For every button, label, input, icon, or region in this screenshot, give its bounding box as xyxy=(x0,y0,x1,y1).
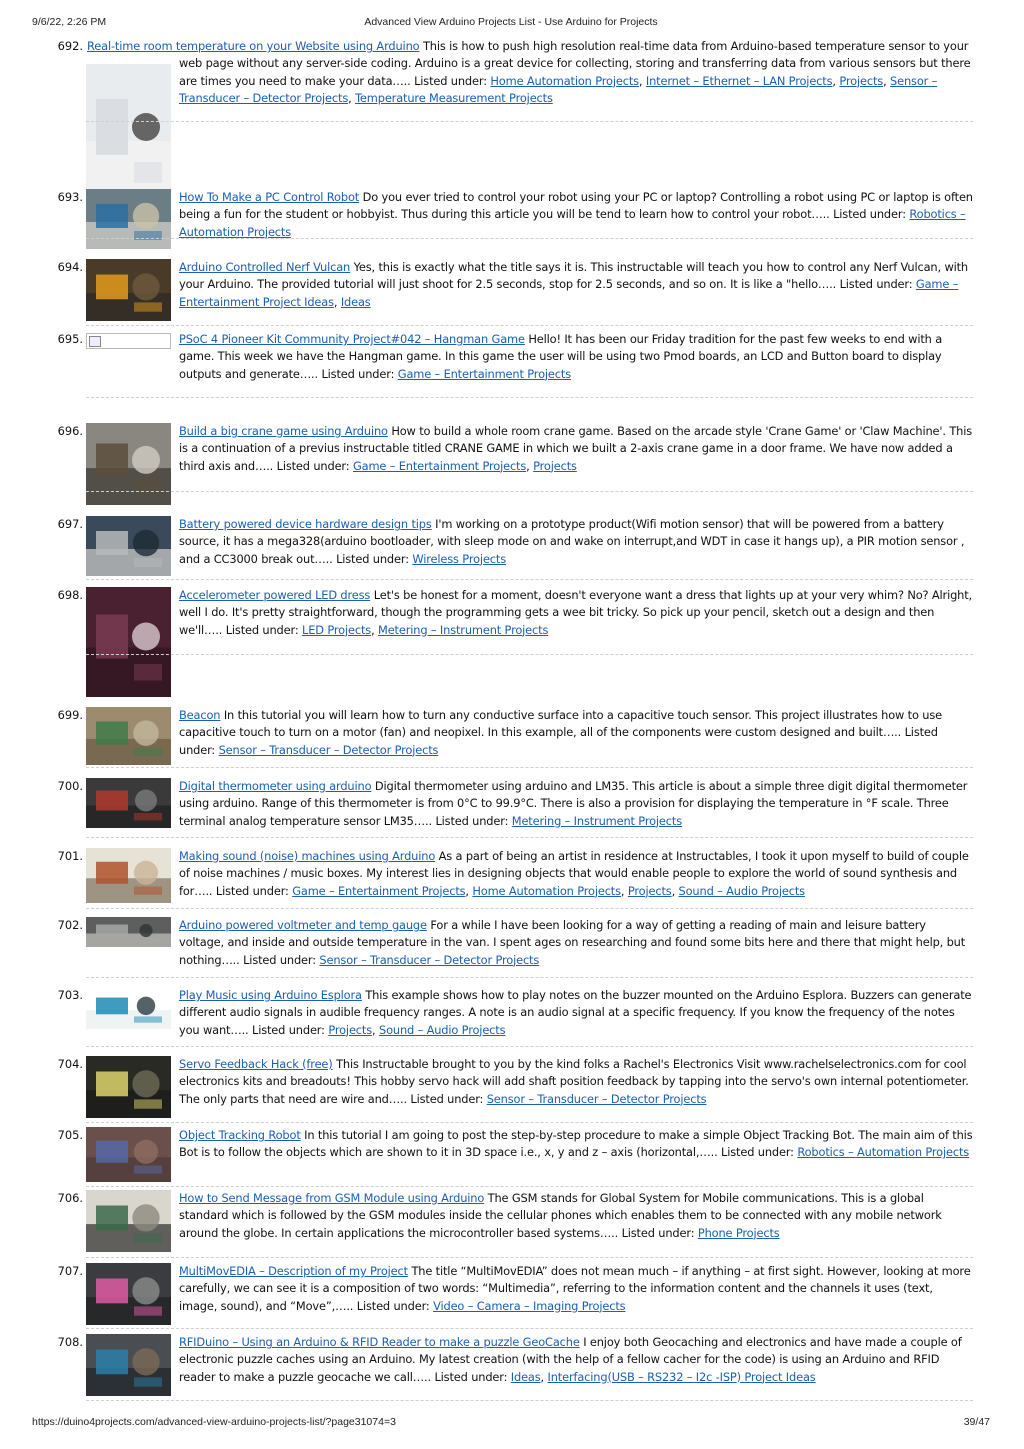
project-description: This is how to push high resolution real-time data from Arduino-based temperature sensor to your web page without any server-side coding. Arduino is a great device for collecting, storing and transferring data from various sensors but there are times you need to make your data….. xyxy=(179,39,971,88)
project-thumbnail[interactable] xyxy=(86,423,171,505)
project-description: As a part of being an artist in residence at Instructables, I took it upon myself to build of couple of noise machines / music boxes. My interest lies in designing objects that would enable people to explore the world of sound synthesis and for….. xyxy=(179,849,969,898)
project-title-link[interactable]: Beacon xyxy=(179,708,221,722)
listed-under-label: Listed under: xyxy=(336,551,409,566)
listed-under-label: Listed under: xyxy=(356,1298,430,1313)
project-title-link[interactable]: Digital thermometer using arduino xyxy=(179,779,372,793)
project-description: How to build a whole room crane game. Based on the arcade style 'Crane Game' or 'Claw Machine'. This is a continuation of a previus instructable titled CRANE GAME in which we built a 2-axis crane game in a door frame. We have now added a third axis and….. xyxy=(179,424,972,473)
entry-body: Real-time room temperature on your Website using Arduino This is how to push high resolution real-time data from Arduino-based temperature sensor to your web page without any server-side coding. Arduino is a great device for collecting, storing and transferring data from various sensors but there are times you need to make your data….. Listed under: Home Automation Projects, Internet – Ethernet – LAN Projects, Projects, Sensor – Transducer – Detector Projects, Temperature Measurement Projects xyxy=(87,39,971,105)
project-title-link[interactable]: Play Music using Arduino Esplora xyxy=(179,988,362,1002)
entry-body xyxy=(179,189,973,241)
project-thumbnail[interactable] xyxy=(86,64,171,204)
project-description: For a while I have been looking for a way of getting a reading of main and leisure battery voltage, and inside and outside temperature in the van. I spent ages on researching and found some bits here and there that might help, but nothing….. xyxy=(179,918,966,967)
print-page-number: 39/47 xyxy=(963,1416,990,1428)
entry-body: Play Music using Arduino Esplora This example shows how to play notes on the buzzer mounted on the Arduino Esplora. Buzzers can generate different audio signals in audible frequency ranges. A note is an audio signal at a specific frequency. If you know the frequency of the notes you want….. Listed under: Projects, Sound – Audio Projects xyxy=(179,988,972,1037)
entry-separator xyxy=(86,397,973,398)
project-description: The GSM stands for Global System for Mobile communications. This is a global standard which is followed by the GSM modules inside the cellular phones which enables them to be connected with any mobile network around the globe. In certain applications the microcontroller based systems….. xyxy=(179,1191,942,1240)
entry-number: 699. xyxy=(57,708,83,722)
listed-under-label: Listed under: xyxy=(215,883,289,898)
category-link[interactable]: Metering – Instrument Projects xyxy=(511,813,683,828)
project-title-link[interactable]: How To Make a PC Control Robot xyxy=(179,190,360,204)
entry-separator xyxy=(86,1257,973,1258)
project-title-link[interactable]: RFIDuino – Using an Arduino & RFID Reader to make a puzzle GeoCache xyxy=(179,1335,580,1349)
category-link[interactable]: Phone Projects xyxy=(697,1225,780,1240)
entry-number: 695. xyxy=(57,332,83,346)
print-footer xyxy=(32,1416,990,1430)
entry-body xyxy=(179,1127,973,1162)
category-link[interactable]: Temperature Measurement Projects xyxy=(355,90,553,105)
entry-body xyxy=(179,917,973,969)
print-url: https://duino4projects.com/advanced-view-arduino-projects-list/?page31074=3 xyxy=(32,1416,396,1428)
listed-under-label: Listed under: xyxy=(435,813,509,828)
entry-separator xyxy=(86,579,973,580)
entry-separator xyxy=(86,1046,973,1047)
entry-body xyxy=(179,1190,973,1242)
entry-number: 693. xyxy=(57,190,83,204)
entry-body xyxy=(179,1263,973,1315)
entry-body: RFIDuino – Using an Arduino & RFID Reader to make a puzzle GeoCache I enjoy both Geocaching and electronics and have made a couple of electronic puzzle caches using an Arduino. My latest creation (with the help of a fellow cacher for the code) is using an Arduino and RFID reader to make a puzzle geocache we call….. Listed under: Ideas, Interfacing(USB – RS232 – I2c -ISP) Project Ideas xyxy=(179,1335,962,1384)
project-title-link[interactable]: Real-time room temperature on your Website using Arduino xyxy=(87,39,420,53)
listed-under-label: Listed under: xyxy=(621,1225,695,1240)
entry-separator xyxy=(86,1328,973,1329)
category-link[interactable]: Sound – Audio Projects xyxy=(378,1022,506,1037)
project-thumbnail[interactable] xyxy=(86,707,171,765)
category-link[interactable]: Sound – Audio Projects xyxy=(678,883,805,898)
entry-separator xyxy=(86,1186,973,1187)
project-description: I enjoy both Geocaching and electronics and have made a couple of electronic puzzle caches using an Arduino. My latest creation (with the help of a fellow cacher for the code) is using an Arduino and RFID reader to make a puzzle geocache we call….. xyxy=(179,1335,962,1384)
entry-body: Build a big crane game using Arduino How to build a whole room crane game. Based on the arcade style 'Crane Game' or 'Claw Machine'. This is a continuation of a previus instructable titled CRANE GAME in which we built a 2-axis crane game in a door frame. We have now added a third axis and….. Listed under: Game – Entertainment Projects, Projects xyxy=(179,424,972,473)
project-title-link[interactable]: PSoC 4 Pioneer Kit Community Project#042 – Hangman Game xyxy=(179,332,525,346)
project-thumbnail[interactable] xyxy=(86,516,171,576)
category-link[interactable]: Sensor – Transducer – Detector Projects xyxy=(486,1091,707,1106)
listed-under-label: Listed under: xyxy=(721,1145,794,1160)
entry-number: 702. xyxy=(57,918,83,932)
listed-under-label: Listed under: xyxy=(276,458,350,473)
category-link[interactable]: Video – Camera – Imaging Projects xyxy=(433,1298,626,1313)
entry-separator xyxy=(86,325,973,326)
project-description: I'm working on a prototype product(Wifi motion sensor) that will be powered from a battery source, it has a mega328(arduino bootloader, with sleep mode on and wake on interrupt,and WDT in case it hangs up), a PIR motion sensor , and a CC3000 break out….. xyxy=(179,517,965,566)
listed-under-label: Listed under: xyxy=(179,725,938,757)
category-link[interactable]: Ideas xyxy=(510,1369,541,1384)
entry-body: Making sound (noise) machines using Arduino As a part of being an artist in residence at Instructables, I took it upon myself to build of couple of noise machines / music boxes. My interest lies in designing objects that would enable people to explore the world of sound synthesis and for….. Listed under: Game – Entertainment Projects, Home Automation Projects, Projects, Sound – Audio Projects xyxy=(179,849,969,898)
entry-separator xyxy=(86,654,973,655)
project-thumbnail[interactable] xyxy=(86,1334,171,1396)
print-datetime: 9/6/22, 2:26 PM xyxy=(32,16,107,28)
category-link[interactable]: Game – Entertainment Project Ideas xyxy=(179,277,959,309)
project-thumbnail[interactable] xyxy=(86,587,171,697)
project-thumbnail[interactable] xyxy=(86,189,171,249)
entry-number: 700. xyxy=(57,779,83,793)
listed-under-label: Listed under: xyxy=(434,1369,508,1384)
project-description: Hello! It has been our Friday tradition for the past few weeks to end with a game. This week we have the Hangman game. In this game the user will be using two Pmod boards, an LCD and Button board to display outputs and generate….. xyxy=(179,332,943,381)
project-description: This example shows how to play notes on the buzzer mounted on the Arduino Esplora. Buzzers can generate different audio signals in audible frequency ranges. A note is an audio signal at a specific frequency. If you know the frequency of the notes you want….. xyxy=(179,988,972,1037)
category-link[interactable]: Game – Entertainment Projects xyxy=(397,366,571,381)
entry-body xyxy=(179,778,973,830)
listed-under-label: Listed under: xyxy=(839,277,913,292)
entry-number: 692. xyxy=(57,39,83,53)
project-description: Yes, this is exactly what the title says it is. This instructable will teach you how to control any Nerf Vulcan, with your Arduino. The provided tutorial will just shoot for 2.5 seconds, stop for 2.5 seconds, and so on. It is like a "hello….. xyxy=(179,260,969,292)
category-link[interactable]: Projects xyxy=(533,458,577,473)
entry-body xyxy=(179,707,973,759)
project-thumbnail[interactable] xyxy=(86,848,171,903)
entry-separator xyxy=(86,491,973,492)
project-title-link[interactable]: How to Send Message from GSM Module using Arduino xyxy=(179,1191,485,1205)
project-title-link[interactable]: Object Tracking Robot xyxy=(179,1128,301,1142)
category-link[interactable]: Ideas xyxy=(340,294,371,309)
entry-body: Arduino Controlled Nerf Vulcan Yes, this is exactly what the title says it is. This instructable will teach you how to control any Nerf Vulcan, with your Arduino. The provided tutorial will just shoot for 2.5 seconds, stop for 2.5 seconds, and so on. It is like a "hello….. Listed under: Game – Entertainment Project Ideas, Ideas xyxy=(179,260,969,309)
project-title-link[interactable]: Making sound (noise) machines using Arduino xyxy=(179,849,436,863)
category-link[interactable]: Robotics – Automation Projects xyxy=(179,207,966,239)
listed-under-label: Listed under: xyxy=(414,73,487,88)
project-title-link[interactable]: MultiMovEDIA – Description of my Project xyxy=(179,1264,408,1278)
listed-under-label: Listed under: xyxy=(321,366,395,381)
project-description: In this tutorial you will learn how to turn any conductive surface into a capacitive touch sensor. This project illustrates how to use capacitive touch to turn on a motor (fan) and neopixel. In this example, all of the components were custom designed and built….. xyxy=(179,708,942,740)
project-thumbnail[interactable] xyxy=(86,1263,171,1325)
listed-under-label: Listed under: xyxy=(252,1022,325,1037)
project-description: In this tutorial I am going to post the step-by-step procedure to make a simple Object Tracking Bot. The main aim of this Bot is to follow the objects which are shown to it in 3D space i.e., x, y and z – axis (horizontal,….. xyxy=(179,1128,973,1160)
entry-number: 696. xyxy=(57,424,83,438)
entry-number: 698. xyxy=(57,588,83,602)
print-doc-title: Advanced View Arduino Projects List - Use Arduino for Projects xyxy=(364,16,658,28)
category-link[interactable]: Projects xyxy=(328,1022,373,1037)
category-link[interactable]: Home Automation Projects xyxy=(472,883,621,898)
category-link[interactable]: Wireless Projects xyxy=(412,551,507,566)
category-link[interactable]: Sensor – Transducer – Detector Projects xyxy=(319,952,540,967)
entry-number: 704. xyxy=(57,1057,83,1071)
project-title-link[interactable]: Build a big crane game using Arduino xyxy=(179,424,388,438)
entry-body xyxy=(179,516,973,568)
project-thumbnail[interactable] xyxy=(86,987,171,1029)
entry-separator xyxy=(86,977,973,978)
broken-image-icon[interactable] xyxy=(86,333,171,349)
entry-separator xyxy=(86,767,973,768)
listed-under-label: Listed under: xyxy=(225,622,299,637)
entry-number: 694. xyxy=(57,260,83,274)
entry-number: 697. xyxy=(57,517,83,531)
project-thumbnail[interactable] xyxy=(86,259,171,321)
entry-separator xyxy=(86,1400,973,1401)
project-thumbnail[interactable] xyxy=(86,1190,171,1252)
listed-under-label: Listed under: xyxy=(833,207,906,222)
category-link[interactable]: Projects xyxy=(839,73,884,88)
project-thumbnail[interactable] xyxy=(86,778,171,828)
entry-separator xyxy=(86,1122,973,1123)
project-thumbnail[interactable] xyxy=(86,1056,171,1118)
project-thumbnail[interactable] xyxy=(86,917,171,947)
listed-under-label: Listed under: xyxy=(243,952,316,967)
entry-body xyxy=(179,1056,973,1108)
entry-number: 705. xyxy=(57,1128,83,1142)
project-title-link[interactable]: Servo Feedback Hack (free) xyxy=(179,1057,333,1071)
entry-body: Accelerometer powered LED dress Let's be honest for a moment, doesn't everyone want a dress that lights up at your very whim? No? Alright, well I do. It's pretty straightforward, though the programming gets a wee bit tricky. So pick up your pencil, sketch out a design and then we'll….. Listed under: LED Projects, Metering – Instrument Projects xyxy=(179,588,973,637)
entry-separator xyxy=(86,121,973,122)
entry-number: 707. xyxy=(57,1264,83,1278)
entry-separator xyxy=(86,238,973,239)
entry-separator xyxy=(86,908,973,909)
project-description: Digital thermometer using arduino and LM35. This article is about a simple three digit digital thermometer using arduino. Range of this thermometer is from 0°C to 99.9°C. There is also a provision for displaying the temperature in °F scale. Three terminal analog temperature sensor LM35….. xyxy=(179,779,968,828)
project-description: Do you ever tried to control your robot using your PC or laptop? Controlling a robot using PC or laptop is often being a fun for the student or hobbyist. Thus during this article you will be tend to learn how to control your robot….. xyxy=(179,190,973,222)
project-title-link[interactable]: Arduino Controlled Nerf Vulcan xyxy=(179,260,351,274)
category-link[interactable]: LED Projects xyxy=(302,622,372,637)
listed-under-label: Listed under: xyxy=(410,1091,484,1106)
project-title-link[interactable]: Battery powered device hardware design tips xyxy=(179,517,432,531)
category-link[interactable]: Internet – Ethernet – LAN Projects xyxy=(645,73,833,88)
category-link[interactable]: Metering – Instrument Projects xyxy=(378,622,549,637)
project-title-link[interactable]: Accelerometer powered LED dress xyxy=(179,588,371,602)
entry-number: 706. xyxy=(57,1191,83,1205)
project-description: The title “MultiMovEDIA” does not mean much – if anything – at first sight. However, looking at more carefully, we can see it is a composition of two words: “Multimedia”, referring to the information content and the channels it uses (text, image, sound), and “Move”,….. xyxy=(179,1264,971,1313)
category-link[interactable]: Game – Entertainment Projects xyxy=(292,883,466,898)
entry-number: 701. xyxy=(57,849,83,863)
category-link[interactable]: Game – Entertainment Projects xyxy=(352,458,527,473)
project-title-link[interactable]: Arduino powered voltmeter and temp gauge xyxy=(179,918,427,932)
project-description: This Instructable brought to you by the kind folks a Rachel's Electronics Visit www.rachelselectronics.com for cool electronics kits and breadouts! This hobby servo hack will add shaft position feedback by tapping into the servo's own internal potentiometer. The only parts that need are wire and….. xyxy=(179,1057,969,1106)
category-link[interactable]: Robotics – Automation Projects xyxy=(797,1145,970,1160)
entry-number: 708. xyxy=(57,1335,83,1349)
print-header xyxy=(32,16,990,30)
category-link[interactable]: Sensor – Transducer – Detector Projects xyxy=(218,742,439,757)
entry-number: 703. xyxy=(57,988,83,1002)
entry-body xyxy=(179,331,973,383)
category-link[interactable]: Sensor – Transducer – Detector Projects xyxy=(179,73,938,105)
project-description: Let's be honest for a moment, doesn't everyone want a dress that lights up at your very whim? No? Alright, well I do. It's pretty straightforward, though the programming gets a wee bit tricky. So pick up your pencil, sketch out a design and then we'll….. xyxy=(179,588,973,637)
category-link[interactable]: Interfacing(USB – RS232 – I2c -ISP) Project Ideas xyxy=(547,1369,816,1384)
entry-separator xyxy=(86,837,973,838)
category-link[interactable]: Projects xyxy=(627,883,672,898)
project-thumbnail[interactable] xyxy=(86,1127,171,1182)
category-link[interactable]: Home Automation Projects xyxy=(490,73,639,88)
